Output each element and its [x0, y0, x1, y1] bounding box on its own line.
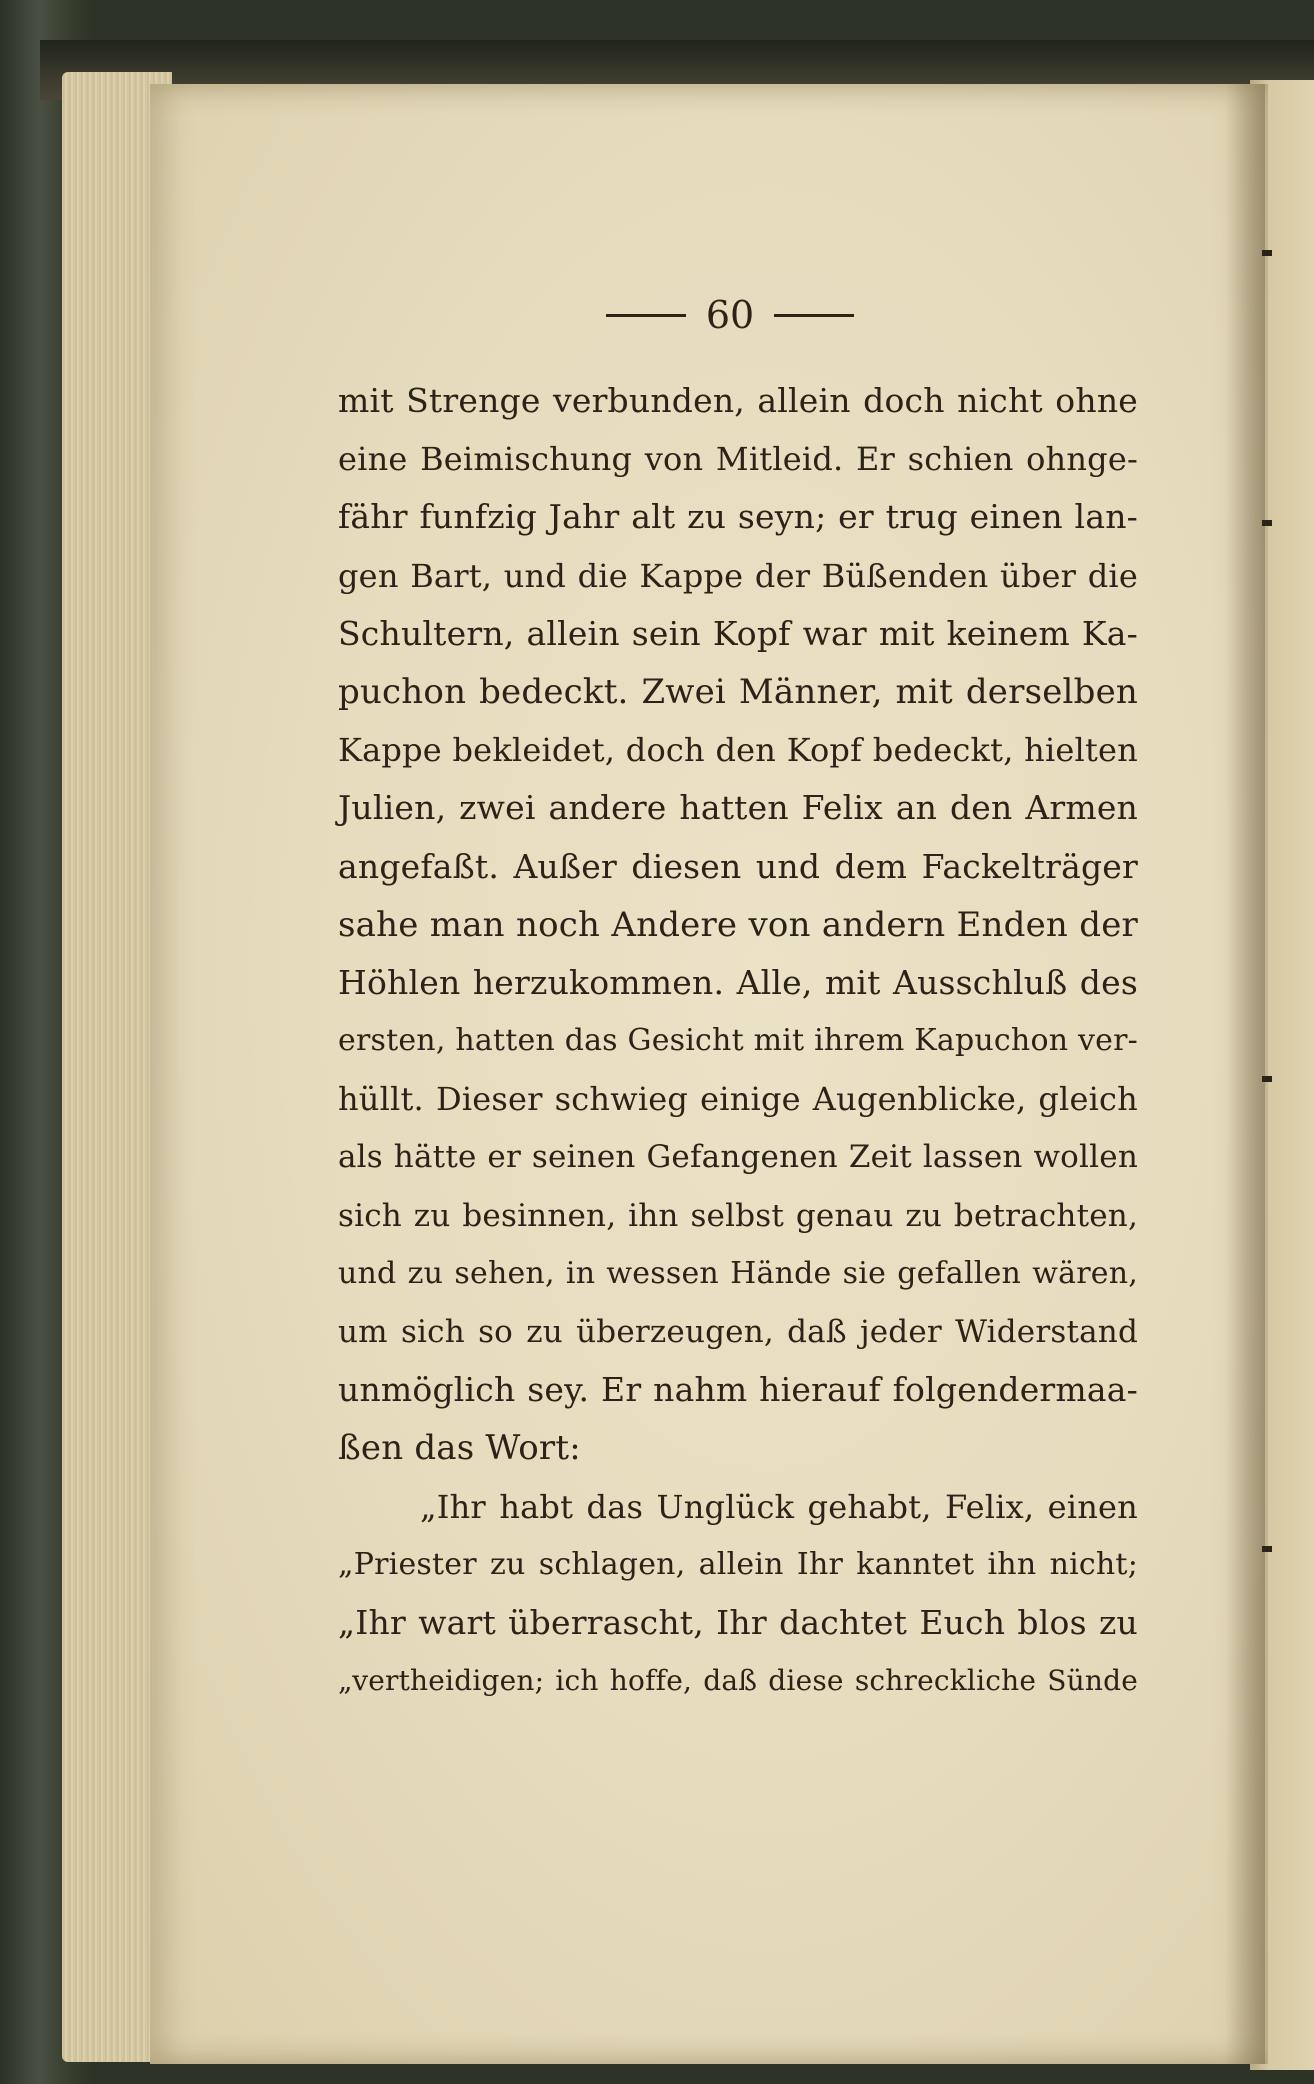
text-line: ersten, hatten das Gesicht mit ihrem Kapuchon ver- [338, 1023, 1138, 1059]
text-line: mit Strenge verbunden, allein doch nicht ohne [338, 381, 1138, 420]
text-line: Kappe bekleidet, doch den Kopf bedeckt, hielten [338, 731, 1138, 770]
header-rule-left [606, 314, 686, 317]
text-line: um sich so zu überzeugen, daß jeder Widerstand [338, 1314, 1138, 1350]
body-text [338, 372, 1138, 1710]
gutter-shadow [1225, 84, 1265, 2064]
page-header [580, 290, 880, 340]
text-line: sich zu besinnen, ihn selbst genau zu betrachten, [338, 1197, 1138, 1234]
text-line: als hätte er seinen Gefangenen Zeit lassen wollen [338, 1139, 1138, 1176]
text-line: Höhlen herzukommen. Alle, mit Ausschluß des [338, 962, 1138, 1002]
text-line: eine Beimischung von Mitleid. Er schien ohnge- [338, 440, 1138, 479]
quote-line: „Ihr wart überrascht, Ihr dachtet Euch blos zu [338, 1602, 1138, 1642]
text-line: sahe man noch Andere von andern Enden der [338, 904, 1138, 945]
text-line: fähr funfzig Jahr alt zu seyn; er trug einen lan- [338, 497, 1138, 537]
text-line: unmöglich sey. Er nahm hierauf folgendermaa- [338, 1370, 1138, 1410]
quote-line: „Priester zu schlagen, allein Ihr kanntet ihn nicht; [338, 1546, 1138, 1582]
text-line: und zu sehen, in wessen Hände sie gefallen wären, [338, 1255, 1138, 1291]
text-line: gen Bart, und die Kappe der Büßenden über die [338, 556, 1138, 595]
text-line: ßen das Wort: [338, 1428, 581, 1469]
edge-mark [1262, 520, 1272, 526]
quote-line: „vertheidigen; ich hoffe, daß diese schreckliche Sünde [338, 1664, 1138, 1698]
edge-mark [1262, 1546, 1272, 1552]
edge-mark [1262, 1076, 1272, 1082]
text-line: Schultern, allein sein Kopf war mit keinem Ka- [338, 613, 1138, 653]
page-number: 60 [705, 293, 755, 337]
text-line: hüllt. Dieser schwieg einige Augenblicke, gleich [338, 1080, 1138, 1119]
text-line: angefaßt. Außer diesen und dem Fackelträger [338, 846, 1138, 886]
header-rule-right [774, 314, 854, 317]
text-line: puchon bedeckt. Zwei Männer, mit derselben [338, 671, 1138, 712]
edge-mark [1262, 250, 1272, 256]
text-line: Julien, zwei andere hatten Felix an den Armen [338, 788, 1138, 828]
quote-line: „Ihr habt das Unglück gehabt, Felix, einen [420, 1487, 1138, 1526]
